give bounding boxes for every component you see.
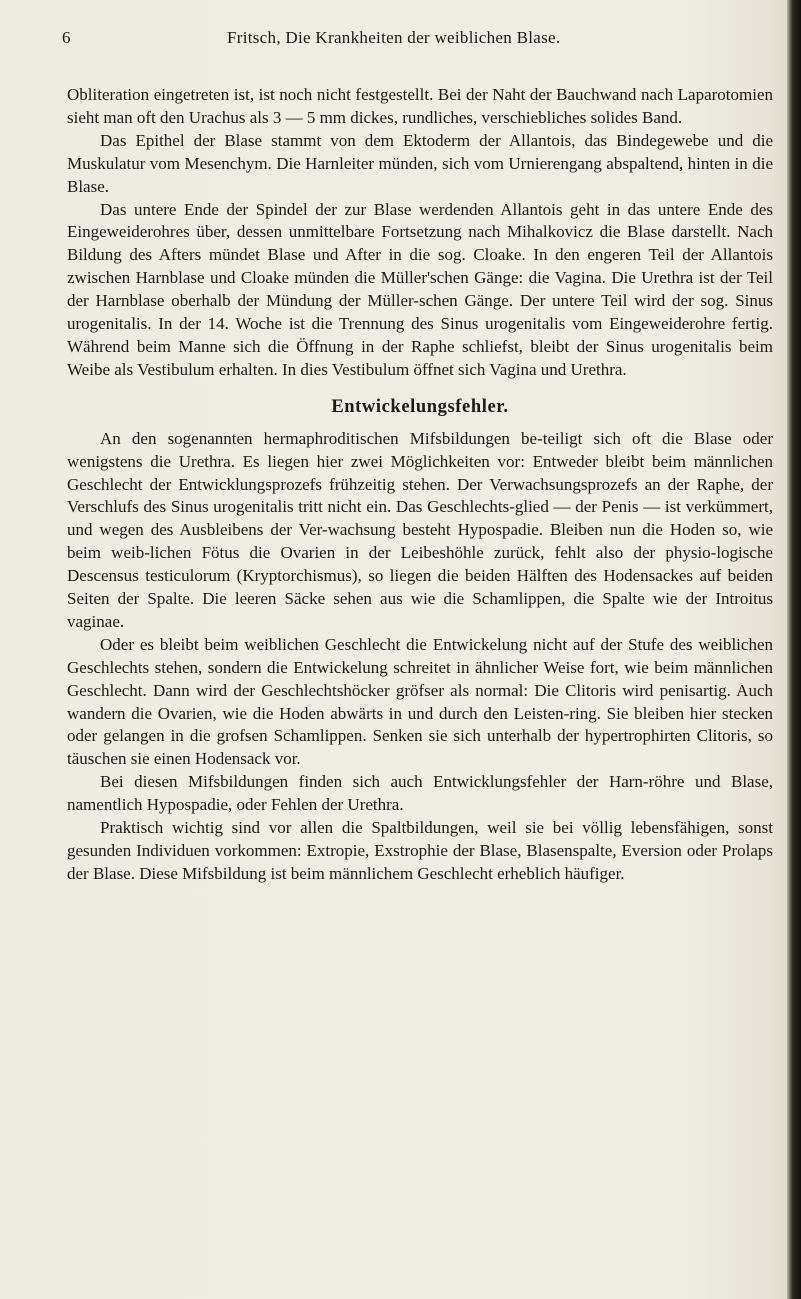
paragraph-4: An den sogenannten hermaphroditischen Mifsbildungen be-teiligt sich oft die Blase oder wenigstens die Urethra. Es liegen hier zwei Möglichkeiten vor: Entweder bleibt beim männlichen Geschlecht der Entwicklungsprozefs frühzeitig stehen. Der Verwachsungsprozefs an der Raphe, der Verschlufs des Sinus urogenitalis tritt nicht ein. Das Geschlechts-glied — der Penis — ist verkümmert, und wegen des Ausbleibens der Ver-wachsung besteht Hypospadie. Bleiben nun die Hoden so, wie beim weib-lichen Fötus die Ovarien in der Leibeshöhle zurück, fehlt also der physio-logische Descensus testiculorum (Kryptorchismus), so liegen die beiden Hälften des Hodensackes auf beiden Seiten der Spalte. Die leeren Säcke sehen aus wie die Schamlippen, die Spalte wie der Introitus vaginae.	[67, 428, 773, 631]
running-header	[62, 28, 762, 54]
paragraph-1: Obliteration eingetreten ist, ist noch nicht festgestellt. Bei der Naht der Bauchwand nach Laparotomien sieht man oft den Urachus als 3 — 5 mm dickes, rundliches, verschiebliches solides Band.	[67, 85, 773, 127]
paragraph-3: Das untere Ende der Spindel der zur Blase werdenden Allantois geht in das untere Ende des Eingeweiderohres über, dessen unmittelbare Fortsetzung nach Mihalkovicz die Blase darstellt. Nach Bildung des Afters mündet Blase und After in die sog. Cloake. In den engeren Teil der Allantois zwischen Harnblase und Cloake münden die Müller'schen Gänge: die Vagina. Die Urethra ist der Teil der Harnblase oberhalb der Mündung der Müller-schen Gänge. Der untere Teil wird der sog. Sinus urogenitalis. In der 14. Woche ist die Trennung des Sinus urogenitalis vom Eingeweiderohre fertig. Während beim Manne sich die Öffnung in der Raphe schliefst, bleibt der Sinus urogenitalis beim Weibe als Vestibulum erhalten. In dies Vestibulum öffnet sich Vagina und Urethra.	[67, 199, 773, 379]
paragraph-5: Oder es bleibt beim weiblichen Geschlecht die Entwickelung nicht auf der Stufe des weiblichen Geschlechts stehen, sondern die Entwickelung schreitet in ähnlicher Weise fort, wie beim männlichen Geschlecht. Dann wird der Geschlechtshöcker gröfser als normal: Die Clitoris wird penisartig. Auch wandern die Ovarien, wie die Hoden abwärts in und durch den Leisten-ring. Sie bleiben hier stecken oder gelangen in die grofsen Schamlippen. Senken sie sich unterhalb der hypertrophirten Clitoris, so täuschen sie einen Hodensack vor.	[67, 634, 773, 769]
page-number: 6	[62, 28, 71, 47]
paragraph-2: Das Epithel der Blase stammt von dem Ektoderm der Allantois, das Bindegewebe und die Muskulatur vom Mesenchym. Die Harnleiter münden, sich vom Urnierengang abspaltend, hinten in die Blase.	[67, 130, 773, 196]
body-text	[67, 84, 773, 886]
page-edge-shadow	[787, 0, 801, 1299]
section-heading: Entwickelungsfehler.	[331, 396, 509, 417]
paragraph-6: Bei diesen Mifsbildungen finden sich auch Entwicklungsfehler der Harn-röhre und Blase, namentlich Hypospadie, oder Fehlen der Urethra.	[67, 772, 773, 815]
running-title: Fritsch, Die Krankheiten der weiblichen Blase.	[227, 28, 561, 47]
paragraph-7: Praktisch wichtig sind vor allen die Spaltbildungen, weil sie bei völlig lebensfähigen, sonst gesunden Individuen vorkommen: Extropie, Exstrophie der Blase, Blasenspalte, Eversion oder Prolaps der Blase. Diese Mifsbildung ist beim männlichem Geschlecht erheblich häufiger.	[67, 818, 773, 883]
